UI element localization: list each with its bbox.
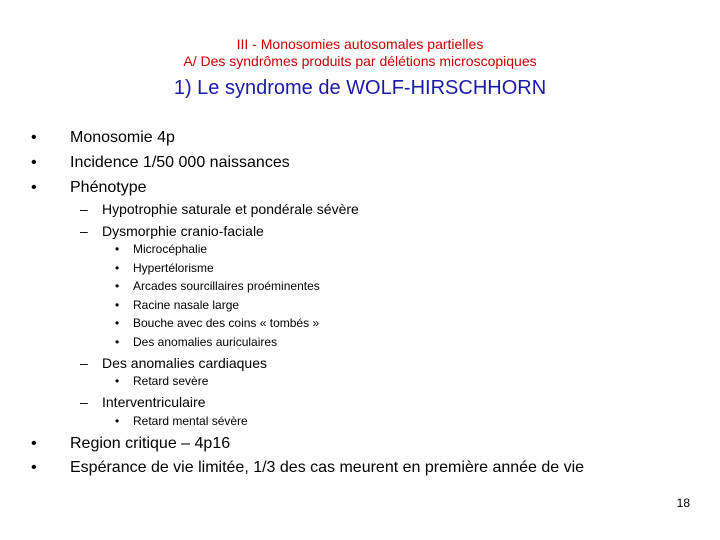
subbullet-text: Des anomalies cardiaques xyxy=(102,355,267,371)
bullet-marker: • xyxy=(115,298,120,312)
dash-marker: – xyxy=(80,223,88,239)
page-number: 18 xyxy=(676,496,690,510)
item-text: Arcades sourcillaires proéminentes xyxy=(133,279,320,293)
item-text: Hypertélorisme xyxy=(133,261,214,275)
item-text: Racine nasale large xyxy=(133,298,240,312)
dash-marker: – xyxy=(80,394,88,410)
bullet-marker: • xyxy=(115,242,120,256)
bullet-marker: • xyxy=(31,154,37,171)
dash-marker: – xyxy=(80,355,88,371)
bullet-marker: • xyxy=(31,179,37,196)
bullet-text: Region critique – 4p16 xyxy=(70,435,231,452)
bullet-marker: • xyxy=(115,374,120,388)
subsection-heading: A/ Des syndrômes produits par délétions microscopiques xyxy=(183,53,537,69)
item-text: Microcéphalie xyxy=(133,242,208,256)
bullet-marker: • xyxy=(115,414,120,428)
bullet-text: Espérance de vie limitée, 1/3 des cas meurent en première année de vie xyxy=(70,459,585,476)
subbullet-text: Dysmorphie cranio-faciale xyxy=(102,223,264,239)
bullet-marker: • xyxy=(115,335,120,349)
slide-title: 1) Le syndrome de WOLF-HIRSCHHORN xyxy=(173,77,547,99)
bullet-text: Monosomie 4p xyxy=(70,129,175,146)
section-heading: III - Monosomies autosomales partielles xyxy=(236,36,484,52)
bullet-text: Incidence 1/50 000 naissances xyxy=(70,154,290,171)
item-text: Bouche avec des coins « tombés » xyxy=(133,316,320,330)
bullet-marker: • xyxy=(31,459,37,476)
dash-marker: – xyxy=(80,201,88,217)
bullet-marker: • xyxy=(31,129,37,146)
bullet-marker: • xyxy=(31,435,37,452)
item-text: Retard sevère xyxy=(133,374,209,388)
item-text: Retard mental sévère xyxy=(133,414,248,428)
subbullet-text: Interventriculaire xyxy=(102,394,206,410)
bullet-marker: • xyxy=(115,279,120,293)
item-text: Des anomalies auriculaires xyxy=(133,335,278,349)
bullet-marker: • xyxy=(115,316,120,330)
subbullet-text: Hypotrophie saturale et pondérale sévère xyxy=(102,201,359,217)
bullet-text: Phénotype xyxy=(70,179,147,196)
bullet-marker: • xyxy=(115,261,120,275)
